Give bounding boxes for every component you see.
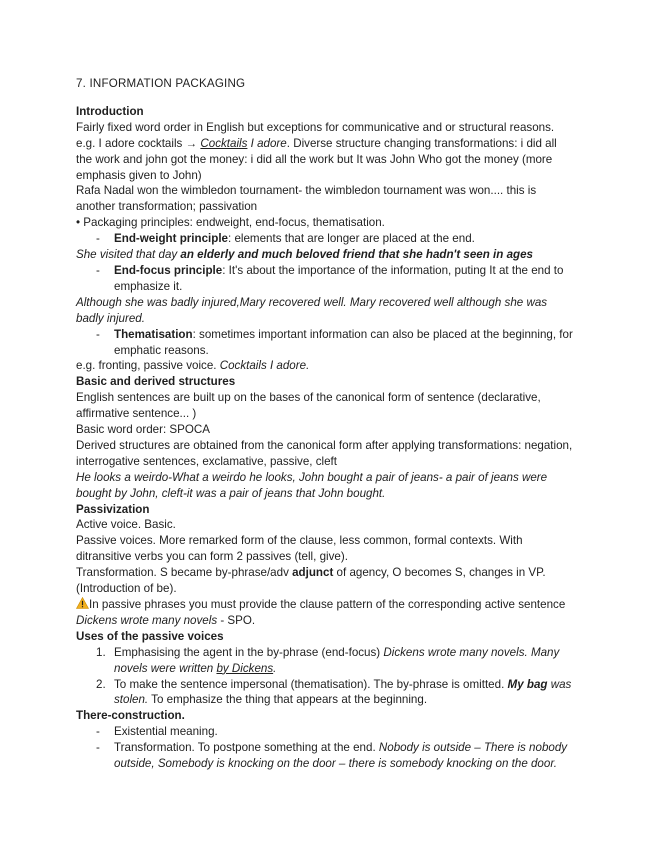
paragraph: Basic word order: SPOCA	[76, 423, 211, 437]
text: . Diverse structure changing transformations: i did all the work and john got the money: i did all the work but It was John Who got the money (more emphasis given to John)	[76, 136, 557, 182]
term: Thematisation	[114, 327, 193, 341]
text: : It's about the importance of the information, puting It at the end to emphasize it.	[114, 263, 564, 293]
list-item	[76, 740, 576, 772]
document-page	[76, 76, 576, 772]
numbered-item	[76, 645, 576, 677]
paragraph: Rafa Nadal won the wimbledon tournament- the wimbledon tournament was won.... this is another transformation; passivation	[76, 184, 537, 214]
section-heading-passivization: Passivization	[76, 502, 150, 516]
text: e.g. I adore cocktails →	[76, 136, 201, 150]
term: End-weight principle	[114, 232, 229, 246]
paragraph	[76, 136, 576, 184]
item-number: 1.	[96, 645, 106, 659]
text: by Dickens	[216, 661, 274, 675]
section-heading-basic-derived: Basic and derived structures	[76, 375, 236, 389]
text: an elderly and much beloved friend that she hadn't seen in ages	[180, 248, 533, 262]
text: was stolen.	[114, 677, 572, 707]
section-heading-there-construction: There-construction.	[76, 709, 185, 723]
text: She visited that day	[76, 248, 181, 262]
list-item	[76, 231, 576, 247]
text: : elements that are longer are placed at the end.	[228, 232, 475, 246]
text: Cocktails I adore.	[219, 359, 310, 373]
document-title: 7. INFORMATION PACKAGING	[76, 77, 246, 90]
list-item: - Existential meaning.	[76, 724, 576, 740]
text: Transformation. To postpone something at the end.	[114, 741, 379, 755]
bullet-item: • Packaging principles: endweight, end-focus, thematisation.	[76, 216, 385, 230]
numbered-item	[76, 677, 576, 709]
item-number: 2.	[96, 677, 106, 691]
warning-icon	[76, 597, 89, 609]
paragraph: Derived structures are obtained from the canonical form after applying transformations: negation, interrogative sentences, exclamative, passive, cleft	[76, 438, 573, 468]
text: To make the sentence impersonal (thematisation). The by-phrase is omitted.	[114, 677, 508, 691]
text: Cocktails	[200, 136, 248, 150]
list-item	[76, 263, 576, 295]
text: My bag	[507, 677, 548, 691]
example	[76, 358, 576, 374]
paragraph: (Introduction of be).	[76, 582, 177, 596]
text: adjunct	[292, 566, 334, 580]
section-heading-uses-passive: Uses of the passive voices	[76, 629, 224, 643]
paragraph: Active voice. Basic.	[76, 518, 176, 532]
text: of agency, O becomes S, changes in VP.	[333, 566, 546, 580]
paragraph: Fairly fixed word order in English but exceptions for communicative and or structural reasons.	[76, 120, 555, 134]
text: To emphasize the thing that appears at the beginning.	[148, 693, 428, 707]
section-heading-introduction: Introduction	[76, 104, 144, 118]
text: In passive phrases you must provide the clause pattern of the corresponding active sentence	[89, 598, 566, 611]
example: He looks a weirdo-What a weirdo he looks, John bought a pair of jeans- a pair of jeans were bought by John, cleft-it was a pair of jeans that John bought.	[76, 470, 548, 500]
list-item	[76, 327, 576, 359]
text: e.g. fronting, passive voice.	[76, 359, 220, 373]
paragraph: Passive voices. More remarked form of the clause, less common, formal contexts. With ditransitive verbs you can form 2 passives (tell, give).	[76, 534, 523, 564]
text: Emphasising the agent in the by-phrase (end-focus)	[114, 645, 384, 659]
example: Although she was badly injured,Mary recovered well. Mary recovered well although she was badly injured.	[76, 295, 548, 325]
text: .	[273, 661, 277, 675]
text: Dickens wrote many novels	[76, 613, 218, 627]
text: Dickens wrote many novels. Many novels were written	[114, 645, 560, 675]
paragraph	[76, 597, 576, 629]
term: End-focus principle	[114, 263, 223, 277]
text: Transformation. S became by-phrase/adv	[76, 566, 293, 580]
paragraph	[76, 565, 576, 581]
example	[76, 247, 576, 263]
text: - SPO.	[217, 613, 256, 627]
text: Nobody is outside – There is nobody outside, Somebody is knocking on the door – there is somebody knocking on the door.	[114, 741, 568, 771]
paragraph: English sentences are built up on the bases of the canonical form of sentence (declarative, affirmative sentence... )	[76, 391, 541, 421]
text: : sometimes important information can also be placed at the beginning, for emphatic reasons.	[114, 327, 573, 357]
text: I adore	[247, 136, 287, 150]
